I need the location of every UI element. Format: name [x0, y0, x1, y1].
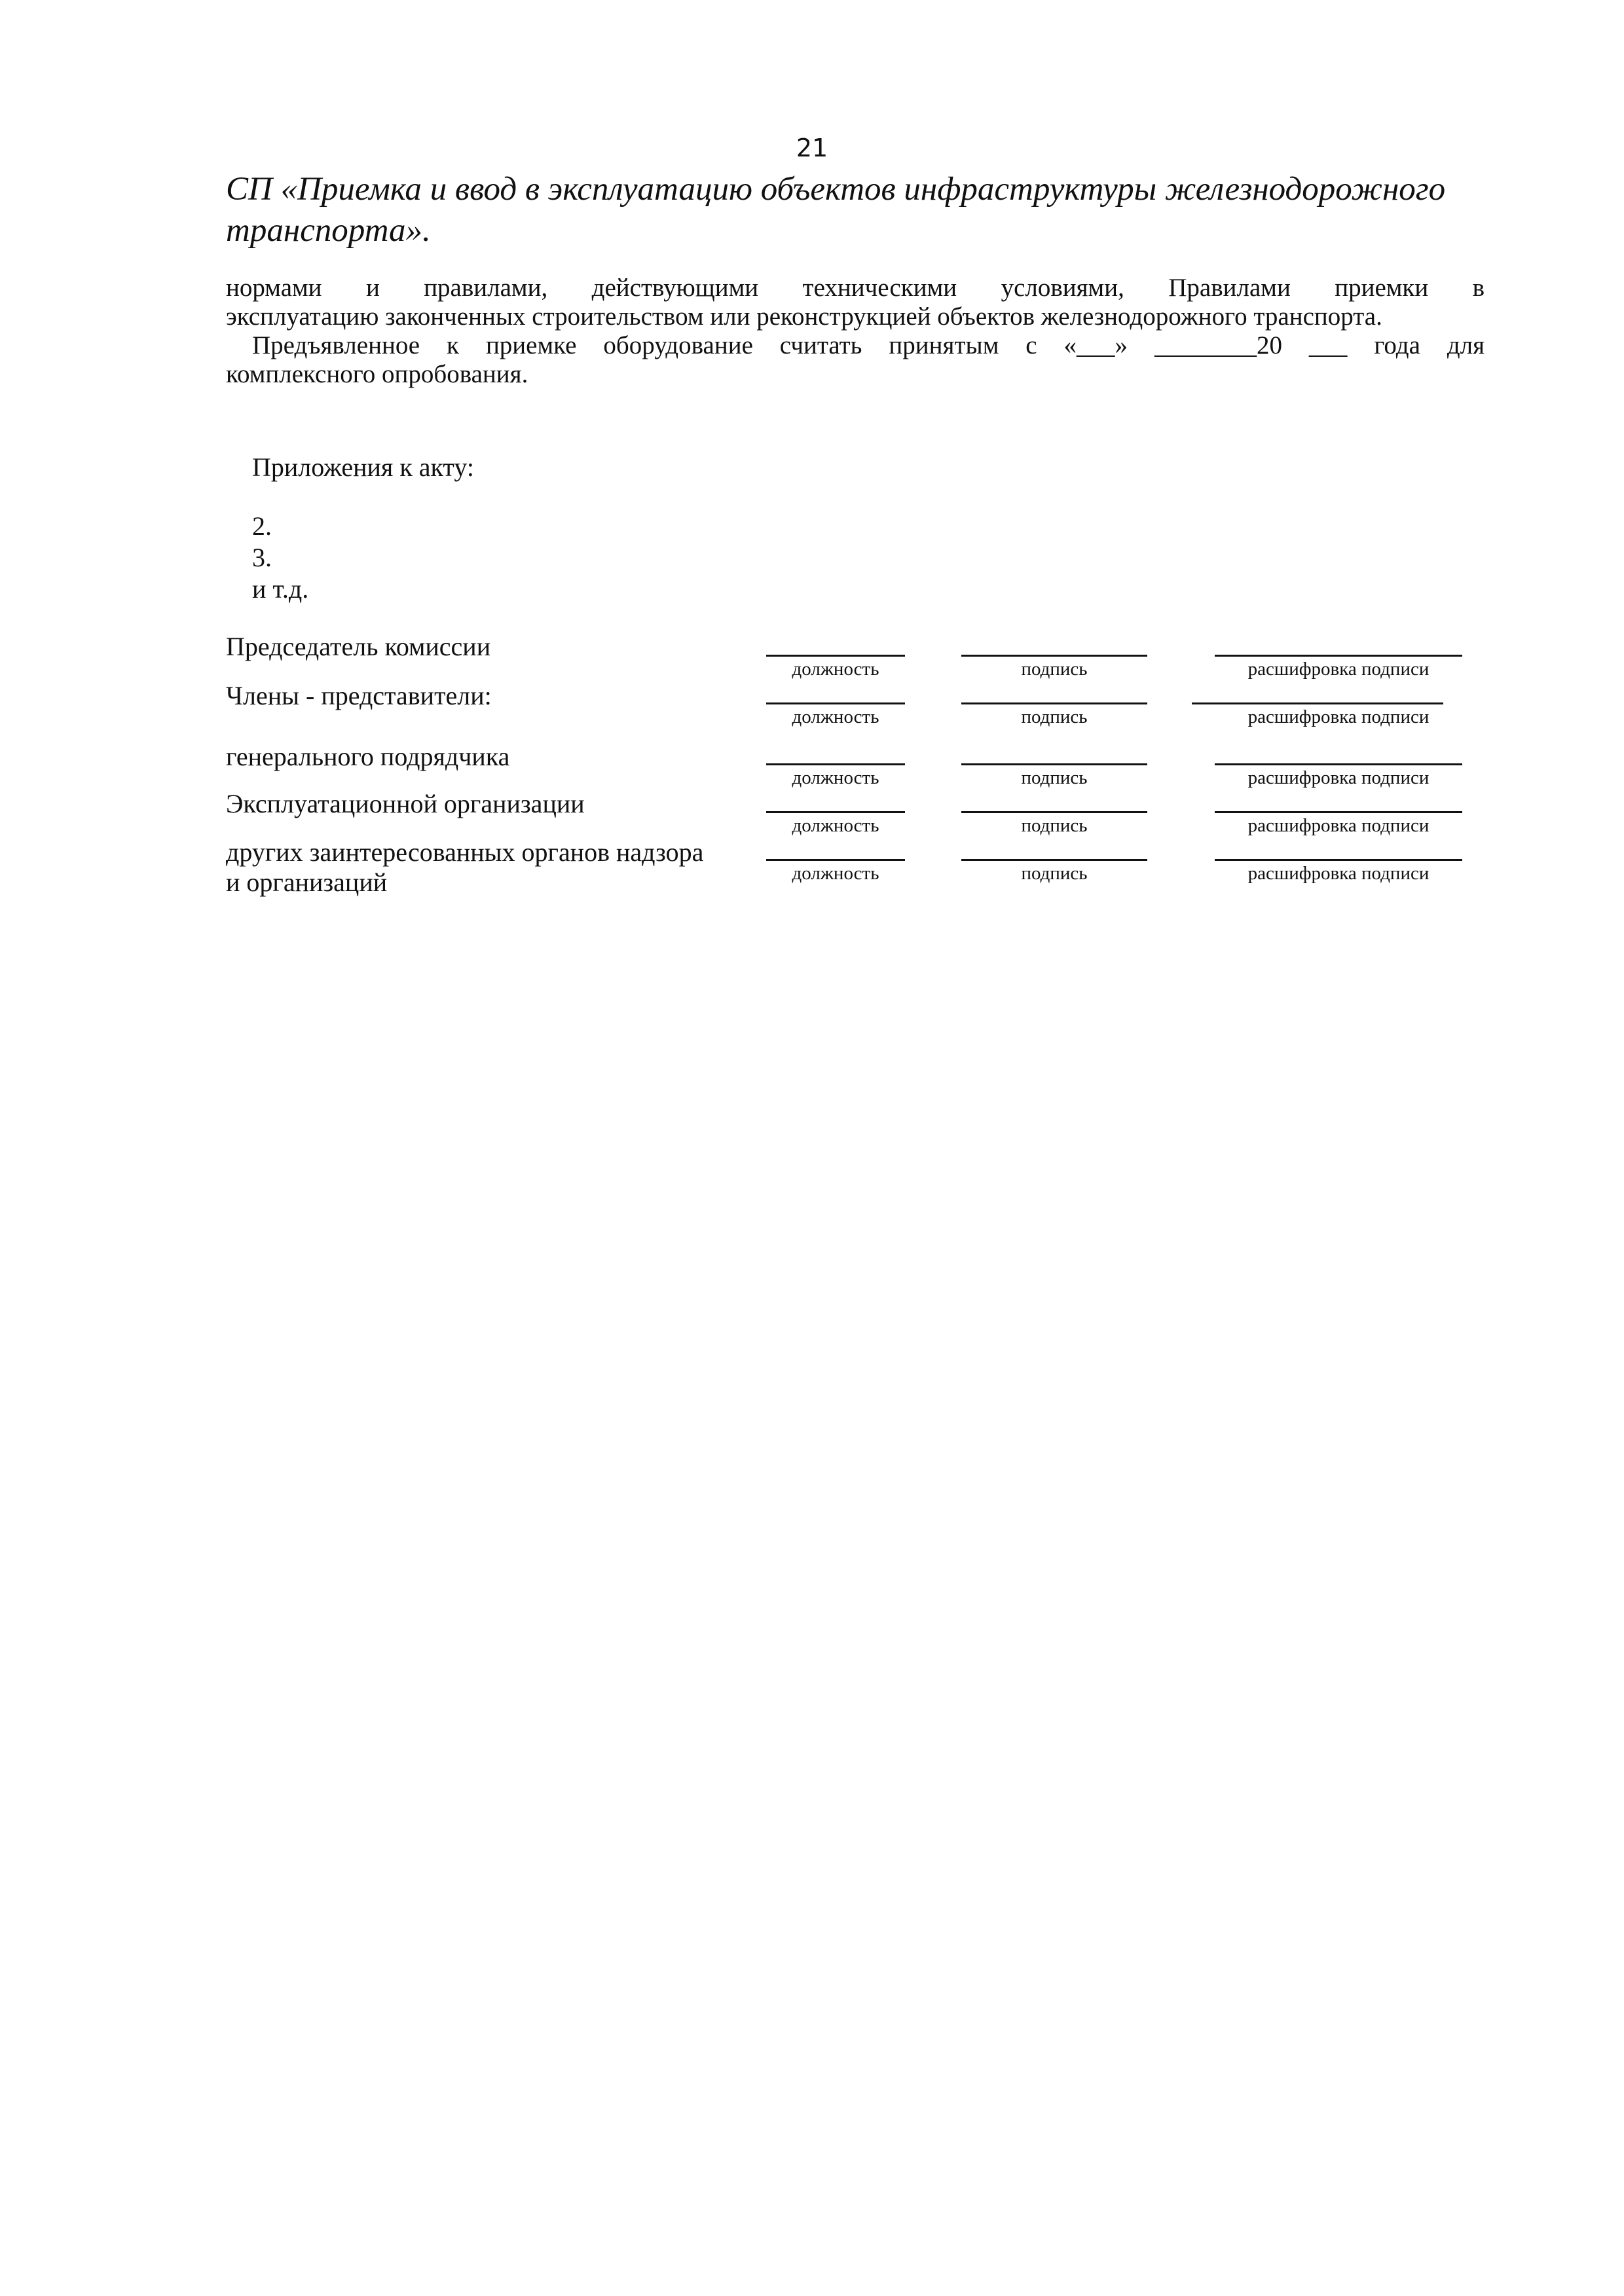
signature-role-other-bodies-line-2: и организаций [226, 867, 388, 897]
caption-signature: подпись [1021, 706, 1088, 727]
caption-signature: подпись [1021, 659, 1088, 680]
word: Правилами [1168, 274, 1291, 302]
paragraph-2-line-1 [226, 331, 1485, 360]
word: к [447, 331, 459, 359]
page-number: 21 [796, 134, 828, 162]
annex-item: и т.д. [252, 574, 309, 604]
paragraph-2-line-2: комплексного опробования. [226, 360, 528, 388]
signature-line-signature [961, 702, 1147, 704]
caption-decoding: расшифровка подписи [1247, 706, 1430, 727]
caption-decoding: расшифровка подписи [1247, 659, 1430, 680]
signature-line-decoding [1192, 702, 1443, 704]
caption-position: должность [792, 706, 879, 727]
document-header-line-1: СП «Приемка и ввод в эксплуатацию объектов инфраструктуры железнодорожного [226, 171, 1446, 208]
body-paragraphs [226, 274, 1485, 389]
paragraph-1-line-2: эксплуатацию законченных строительством или реконструкцией объектов железнодорожного транспорта. [226, 302, 1382, 331]
signature-line-signature [961, 811, 1147, 813]
word: в [1472, 274, 1485, 302]
word: оборудование считать принятым с «___» [603, 331, 1128, 359]
word: и [365, 274, 380, 302]
word: Предъявленное [252, 331, 420, 359]
signature-line-decoding [1215, 655, 1462, 657]
word: действующими техническими [591, 274, 957, 302]
signature-role-general-contractor: генерального подрядчика [226, 742, 510, 771]
caption-position: должность [792, 767, 879, 788]
signature-line-position [766, 859, 905, 861]
signature-role-other-bodies-line-1: других заинтересованных органов надзора [226, 837, 704, 867]
caption-signature: подпись [1021, 863, 1088, 884]
word: приемке [485, 331, 577, 359]
annex-item: 3. [252, 543, 272, 572]
signature-line-signature [961, 763, 1147, 765]
annex-title: Приложения к акту: [252, 452, 474, 482]
signature-line-decoding [1215, 811, 1462, 813]
caption-decoding: расшифровка подписи [1247, 767, 1430, 788]
word: правилами, [424, 274, 548, 302]
signature-line-signature [961, 859, 1147, 861]
word: приемки [1335, 274, 1429, 302]
caption-decoding: расшифровка подписи [1247, 863, 1430, 884]
signature-line-position [766, 811, 905, 813]
caption-decoding: расшифровка подписи [1247, 815, 1430, 836]
signature-line-position [766, 655, 905, 657]
document-header [226, 169, 1509, 251]
word: года [1374, 331, 1420, 359]
caption-signature: подпись [1021, 767, 1088, 788]
caption-signature: подпись [1021, 815, 1088, 836]
document-header-line-2: транспорта». [226, 212, 431, 249]
signature-role-members: Члены - представители: [226, 681, 492, 710]
word: условиями, [1001, 274, 1124, 302]
word: нормами [226, 274, 322, 302]
caption-position: должность [792, 863, 879, 884]
signature-role-other-bodies [226, 837, 703, 898]
signature-role-operating-organization: Эксплуатационной организации [226, 789, 585, 818]
word: для [1447, 331, 1485, 359]
signature-line-position [766, 702, 905, 704]
signature-line-decoding [1215, 859, 1462, 861]
signature-role-chairman: Председатель комиссии [226, 632, 491, 661]
caption-position: должность [792, 659, 879, 680]
signature-line-position [766, 763, 905, 765]
annex-item: 2. [252, 511, 272, 541]
caption-position: должность [792, 815, 879, 836]
signature-line-decoding [1215, 763, 1462, 765]
paragraph-1-line-1 [226, 274, 1485, 302]
word: ________20 ___ [1154, 331, 1348, 359]
annex-list [252, 511, 308, 605]
signature-line-signature [961, 655, 1147, 657]
